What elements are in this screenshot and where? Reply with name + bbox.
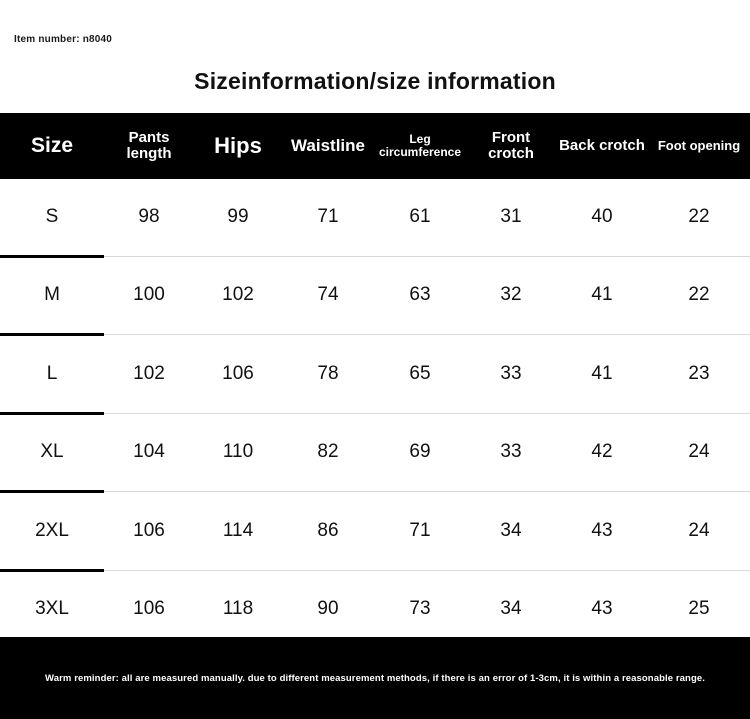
cell-front-crotch: 34 [466, 570, 556, 649]
cell-leg-circumference: 65 [374, 335, 466, 414]
cell-front-crotch: 32 [466, 256, 556, 335]
table-header-row [0, 113, 750, 179]
cell-leg-circumference: 61 [374, 179, 466, 256]
table-header [0, 113, 750, 179]
cell-size: M [0, 256, 104, 335]
cell-foot-opening: 24 [648, 413, 750, 492]
cell-hips: 114 [194, 492, 282, 571]
cell-back-crotch: 43 [556, 492, 648, 571]
cell-front-crotch: 33 [466, 413, 556, 492]
item-number-label: Item number: n8040 [14, 34, 113, 45]
cell-leg-circumference: 63 [374, 256, 466, 335]
cell-waistline: 71 [282, 179, 374, 256]
cell-pants-length: 98 [104, 179, 194, 256]
cell-size: S [0, 179, 104, 256]
cell-size: XL [0, 413, 104, 492]
column-header-pants-length: Pants length [126, 128, 172, 162]
cell-foot-opening: 23 [648, 335, 750, 414]
cell-front-crotch: 33 [466, 335, 556, 414]
cell-leg-circumference: 69 [374, 413, 466, 492]
table-row [0, 335, 750, 414]
cell-hips: 118 [194, 570, 282, 649]
size-table [0, 113, 750, 650]
cell-waistline: 78 [282, 335, 374, 414]
cell-back-crotch: 40 [556, 179, 648, 256]
table-row [0, 179, 750, 256]
cell-foot-opening: 25 [648, 570, 750, 649]
column-header-front-crotch: Front crotch [488, 128, 534, 162]
column-header-foot-opening: Foot opening [657, 137, 741, 153]
cell-pants-length: 106 [104, 570, 194, 649]
size-table-container [0, 113, 750, 650]
column-header-back-crotch: Back crotch [559, 136, 645, 154]
cell-waistline: 82 [282, 413, 374, 492]
cell-hips: 99 [194, 179, 282, 256]
cell-hips: 102 [194, 256, 282, 335]
cell-hips: 110 [194, 413, 282, 492]
cell-leg-circumference: 73 [374, 570, 466, 649]
cell-back-crotch: 43 [556, 570, 648, 649]
table-row [0, 492, 750, 571]
table-row [0, 413, 750, 492]
cell-foot-opening: 22 [648, 179, 750, 256]
table-body [0, 179, 750, 649]
cell-back-crotch: 41 [556, 335, 648, 414]
page-title: Sizeinformation/size information [194, 68, 556, 94]
cell-foot-opening: 24 [648, 492, 750, 571]
table-row [0, 256, 750, 335]
column-header-leg-circumference: Leg circumference [378, 132, 462, 159]
cell-size: 2XL [0, 492, 104, 571]
cell-back-crotch: 42 [556, 413, 648, 492]
cell-size: 3XL [0, 570, 104, 649]
cell-leg-circumference: 71 [374, 492, 466, 571]
column-header-size: Size [30, 133, 74, 157]
column-header-waistline: Waistline [291, 135, 365, 155]
cell-waistline: 86 [282, 492, 374, 571]
warm-reminder-note: Warm reminder: all are measured manually. due to different measurement methods, if there is an error of 1-3cm, it is within a reasonable range. [45, 672, 705, 684]
cell-pants-length: 100 [104, 256, 194, 335]
cell-back-crotch: 41 [556, 256, 648, 335]
cell-pants-length: 104 [104, 413, 194, 492]
cell-waistline: 90 [282, 570, 374, 649]
cell-pants-length: 102 [104, 335, 194, 414]
cell-front-crotch: 34 [466, 492, 556, 571]
cell-size: L [0, 335, 104, 414]
cell-pants-length: 106 [104, 492, 194, 571]
cell-foot-opening: 22 [648, 256, 750, 335]
cell-waistline: 74 [282, 256, 374, 335]
cell-hips: 106 [194, 335, 282, 414]
cell-front-crotch: 31 [466, 179, 556, 256]
column-header-hips: Hips [214, 133, 262, 159]
